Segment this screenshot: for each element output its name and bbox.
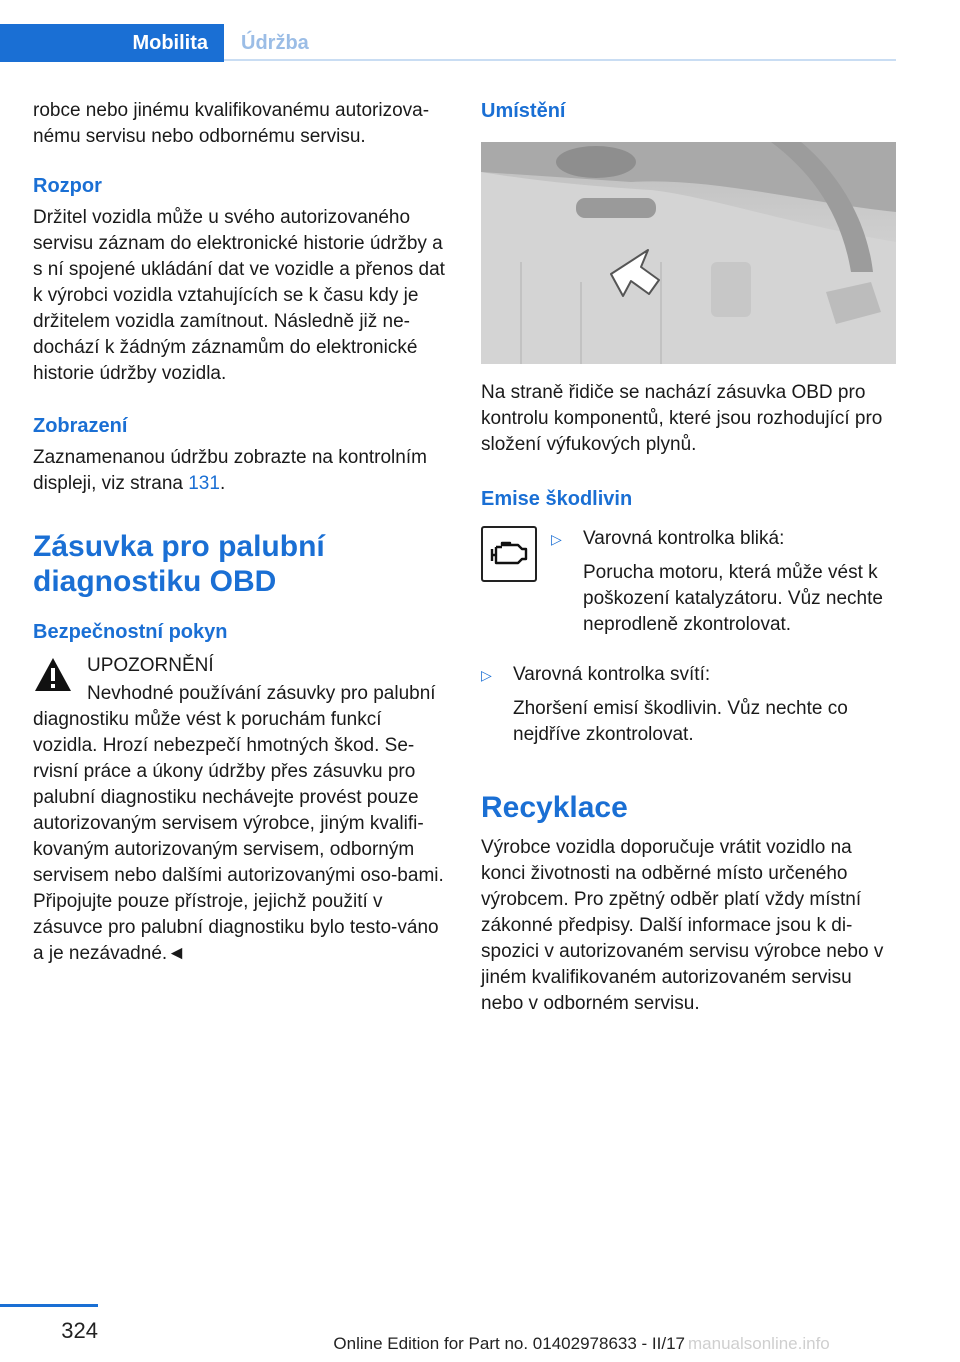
check-engine-icon [481, 526, 537, 582]
zobrazeni-text: Zaznamenanou údržbu zobrazte na kontrolním displeji, viz strana [33, 447, 427, 494]
bullet-2-title: Varovná kontrolka svítí: [513, 664, 711, 685]
heading-obd: Zásuvka pro palubní diagnostiku OBD [33, 530, 325, 598]
header-tabs [0, 24, 896, 62]
triangle-bullet-icon: ▷ [481, 667, 492, 683]
continued-paragraph: robce nebo jinému kvalifikovanému autorizova‐nému servisu nebo odbornému servisu. [33, 100, 430, 147]
bullet-2-text: Zhoršení emisí škodlivin. Vůz nechte co nejdříve zkontrolovat. [513, 698, 848, 745]
watermark: manualsonline.info [688, 1334, 830, 1353]
emission-block [481, 526, 896, 638]
bullet-1-row [551, 526, 896, 552]
heading-emise: Emise škodlivin [481, 488, 633, 510]
bullet-1-title: Varovná kontrolka bliká: [583, 528, 785, 549]
bullet-2 [481, 662, 896, 748]
umisteni-paragraph: Na straně řidiče se nachází zásuvka OBD pro kontrolu komponentů, které jsou rozhodující pro složení výfukových plynů. [481, 382, 883, 455]
bullet-1-text: Porucha motoru, která může vést k poškození katalyzátoru. Vůz nechte neprodleně zkontrolovat. [583, 562, 883, 635]
warning-block [33, 653, 451, 967]
heading-bezpecnostni-pokyn: Bezpečnostní pokyn [33, 621, 228, 643]
zobrazeni-paragraph [33, 445, 451, 497]
warning-title: UPOZORNĚNÍ [87, 655, 214, 676]
heading-rozpor: Rozpor [33, 175, 102, 197]
edition-text: Online Edition for Part no. 01402978633 - II/17 [333, 1334, 685, 1353]
zobrazeni-end: . [219, 473, 226, 494]
right-column [481, 98, 896, 1017]
obd-location-photo [481, 142, 896, 364]
tab-mobilita[interactable]: Mobilita [0, 24, 224, 62]
recyklace-paragraph: Výrobce vozidla doporučuje vrátit vozidlo na konci životnosti na odběrné místo určeného výrobcem. Pro zpětný odběr platí vždy místní zákonné předpisy. Další informace jsou k di‐spozici v autorizovaném servisu výrobce nebo v jiném kvalifikovaném autorizovaném servisu nebo v odborném servisu. [481, 837, 884, 1014]
page-link-131[interactable]: 131 [188, 473, 220, 494]
rozpor-paragraph: Držitel vozidla může u svého autorizovaného servisu záznam do elektronické historie údržby a s ní spojené ukládání dat ve vozidle a přenos dat k výrobci vozidla vztahujících se k času kdy je držitelem vozidla zamítnout. Následně již ne‐dochází k žádným záznamům do elektronické historie údržby vozidla. [33, 207, 445, 384]
warning-text: Nevhodné používání zásuvky pro palubní diagnostiku může vést k poruchám funkcí vozidla. Hrozí nebezpečí hmotných škod. Se‐rvisní práce a úkony údržby přes zásuvku pro palubní diagnostiku nechávejte provést pouze autorizovaným servisem výrobce, jiným kvalifi‐kovaným autorizovaným servisem, odborným servisem nebo dalšími autorizovanými oso‐bami. Připojujte pouze přístroje, jejichž použití v zásuvce pro palubní diagnostiku bylo testo‐váno a je nezávadné.◄ [33, 683, 444, 964]
left-column [33, 98, 451, 967]
bullet-2-row [481, 662, 896, 688]
tab-udrzba[interactable]: Údržba [241, 31, 309, 54]
heading-zobrazeni: Zobrazení [33, 415, 128, 437]
triangle-bullet-icon: ▷ [551, 531, 562, 547]
header-divider [224, 59, 896, 61]
footer-accent-line [0, 1304, 98, 1307]
heading-recyklace: Recyklace [481, 791, 628, 824]
heading-umisteni: Umístění [481, 100, 566, 122]
page-number: 324 [61, 1318, 98, 1343]
warning-triangle-icon [33, 655, 73, 695]
bullet-1 [551, 526, 896, 638]
